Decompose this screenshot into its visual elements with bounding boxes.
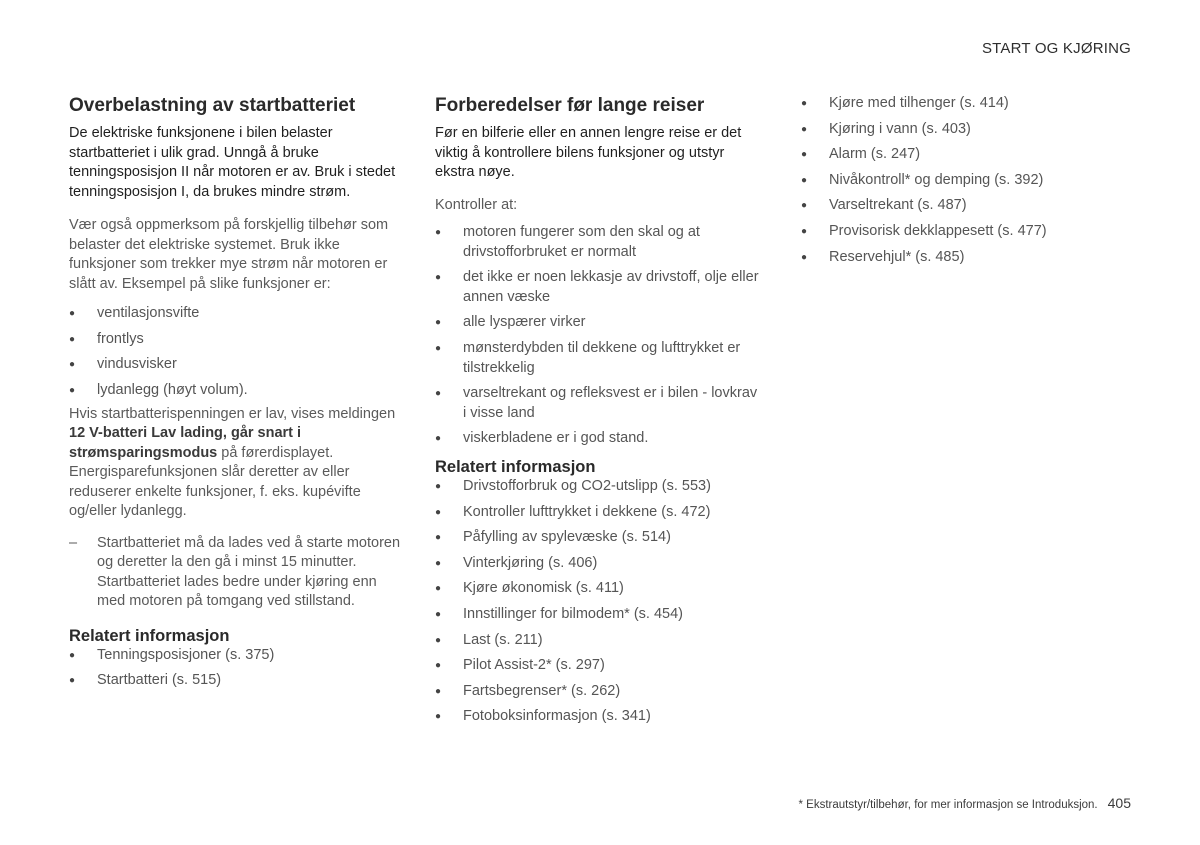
- charge-instruction: [69, 534, 405, 612]
- list-item: ● mønsterdybden til dekkene og lufttrykket er tilstrekkelig: [435, 339, 761, 378]
- section-header: START OG KJØRING: [981, 40, 1131, 57]
- related-link[interactable]: ● Kontroller lufttrykket i dekkene (s. 472): [435, 503, 761, 523]
- related-link[interactable]: ● Provisorisk dekklappesett (s. 477): [801, 222, 1121, 242]
- related-link[interactable]: ● Vinterkjøring (s. 406): [435, 554, 761, 574]
- list-item: ● viskerbladene er i god stand.: [435, 429, 761, 449]
- related-link[interactable]: ● Startbatteri (s. 515): [69, 671, 405, 691]
- charge-instruction-text: Startbatteriet må da lades ved å starte motoren og deretter la den gå i minst 15 minutter. Startbatteriet lades bedre under kjøring enn med motoren på tomgang ved stillstand.: [97, 534, 401, 610]
- related-link[interactable]: ● Fartsbegrenser* (s. 262): [435, 682, 761, 702]
- related-heading-trip: Relatert informasjon: [435, 457, 596, 476]
- list-item: ● lydanlegg (høyt volum).: [69, 381, 405, 401]
- battery-examples-list: [69, 304, 405, 401]
- check-label: Kontroller at:: [435, 196, 518, 213]
- dash-mark: –: [69, 534, 78, 551]
- heading-long-trip: Forberedelser før lange reiser: [435, 95, 705, 116]
- display-message: 12 V-batteri Lav lading, går snart i strømsparingsmodus: [69, 425, 302, 461]
- list-item: ● alle lyspærer virker: [435, 313, 761, 333]
- related-link[interactable]: ● Kjøre økonomisk (s. 411): [435, 579, 761, 599]
- list-item: ● motoren fungerer som den skal og at drivstofforbruket er normalt: [435, 223, 761, 262]
- related-link[interactable]: ● Nivåkontroll* og demping (s. 392): [801, 171, 1121, 191]
- list-item: ● det ikke er noen lekkasje av drivstoff, olje eller annen væske: [435, 268, 761, 307]
- list-item: ● varseltrekant og refleksvest er i bilen - lovkrav i visse land: [435, 384, 761, 423]
- list-item: ● vindusvisker: [69, 355, 405, 375]
- heading-battery-overload: Overbelastning av startbatteriet: [69, 95, 356, 116]
- battery-intro: De elektriske funksjonene i bilen belaster startbatteriet i ulik grad. Unngå å bruke tenningsposisjon II når motoren er av. Bruk i stedet tenningsposisjon I, da brukes mindre strøm.: [69, 125, 396, 200]
- related-link[interactable]: ● Varseltrekant (s. 487): [801, 196, 1121, 216]
- related-link[interactable]: ● Kjøring i vann (s. 403): [801, 120, 1121, 140]
- long-trip-intro: Før en bilferie eller en annen lengre reise er det viktig å kontrollere bilens funksjoner og utstyr ekstra nøye.: [435, 125, 742, 180]
- related-link[interactable]: ● Tenningsposisjoner (s. 375): [69, 646, 405, 666]
- related-link[interactable]: ● Innstillinger for bilmodem* (s. 454): [435, 605, 761, 625]
- warning-text-after: på førerdisplayet. Energisparefunksjonen slår deretter av eller reduserer enkelte funksjoner, f. eks. kupévifte og/eller lydanlegg.: [69, 444, 361, 520]
- column-long-trip: [435, 94, 761, 733]
- warning-text-before: Hvis startbatterispenningen er lav, vises meldingen: [69, 405, 396, 422]
- related-list-battery: [69, 646, 405, 691]
- related-heading-battery: Relatert informasjon: [69, 626, 230, 645]
- related-link[interactable]: ● Last (s. 211): [435, 631, 761, 651]
- footer: [799, 795, 1131, 811]
- list-item: ● ventilasjonsvifte: [69, 304, 405, 324]
- related-link[interactable]: ● Alarm (s. 247): [801, 145, 1121, 165]
- related-link[interactable]: ● Drivstofforbruk og CO2-utslipp (s. 553): [435, 477, 761, 497]
- related-list-continued: [801, 94, 1121, 267]
- related-list-trip: [435, 477, 761, 727]
- battery-accessories-text: Vær også oppmerksom på forskjellig tilbehør som belaster det elektriske systemet. Bruk ikke funksjoner som trekker mye strøm når motoren er slått av. Eksempel på slike funksjoner er:: [69, 217, 389, 292]
- related-link[interactable]: ● Pilot Assist-2* (s. 297): [435, 656, 761, 676]
- footnote-text: * Ekstrautstyr/tilbehør, for mer informasjon se Introduksjon.: [798, 799, 1098, 811]
- related-link[interactable]: ● Påfylling av spylevæske (s. 514): [435, 528, 761, 548]
- battery-warning-text: [69, 405, 405, 522]
- related-link[interactable]: ● Fotoboksinformasjon (s. 341): [435, 707, 761, 727]
- list-item: ● frontlys: [69, 330, 405, 350]
- column-battery: [69, 94, 405, 697]
- checklist: [435, 223, 761, 449]
- related-link[interactable]: ● Kjøre med tilhenger (s. 414): [801, 94, 1121, 114]
- column-related-continued: [801, 94, 1121, 273]
- page-number: 405: [1107, 795, 1131, 811]
- related-link[interactable]: ● Reservehjul* (s. 485): [801, 248, 1121, 268]
